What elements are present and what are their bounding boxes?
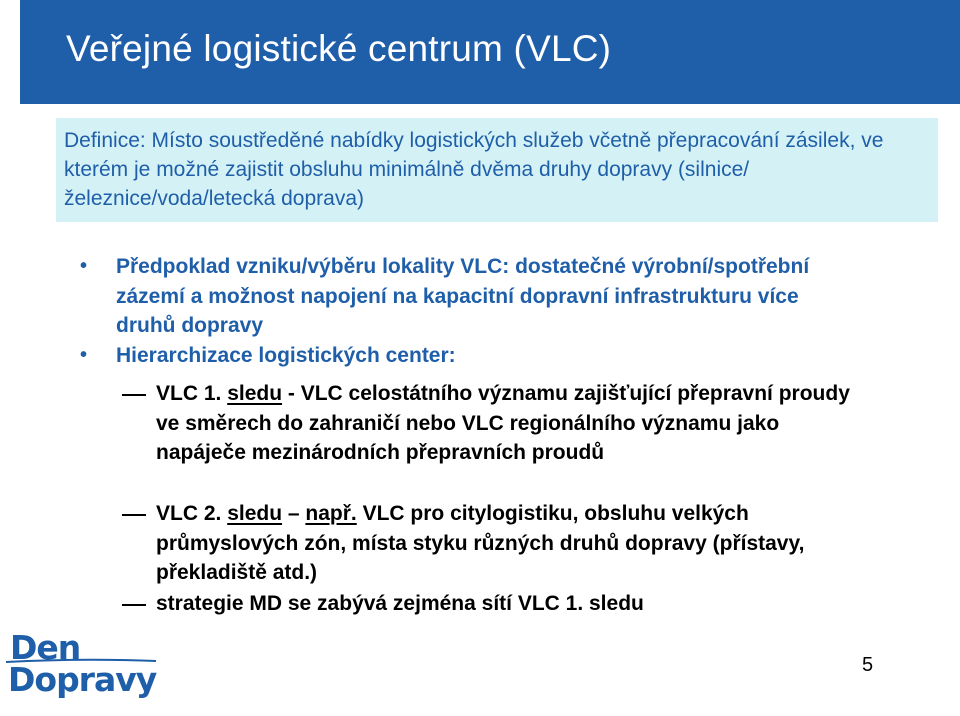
bullet-dot-icon: •	[80, 255, 88, 277]
sub-bullet-text: strategie MD se zabývá zejména sítí VLC 1. sledu	[156, 592, 644, 615]
dash-icon	[122, 604, 146, 606]
den-dopravy-logo	[6, 630, 156, 700]
logo-word-den: Den	[10, 628, 81, 667]
slide-title: Veřejné logistické centrum (VLC)	[66, 28, 612, 69]
underlined-term: sledu	[227, 502, 283, 525]
sub-bullet-rest: VLC pro citylogistiku, obsluhu velkých průmyslových zón, místa styku různých druhů dopravy (přístavy, překladiště atd.)	[156, 502, 805, 584]
definition-label: Definice:	[64, 129, 146, 152]
sub-bullet-text	[156, 379, 856, 468]
sub-bullet-rest: - VLC celostátního významu zajišťující přepravní proudy ve směrech do zahraničí nebo VLC regionálního významu jako napáječe mezinárodních přepravních proudů	[156, 382, 850, 464]
bullet-dot-icon: •	[80, 344, 88, 366]
bullet-text: Hierarchizace logistických center:	[116, 344, 456, 367]
logo-word-dopravy: Dopravy	[8, 660, 157, 699]
dash-icon	[122, 394, 146, 396]
dash-icon	[122, 514, 146, 516]
definition-text: Místo soustředěné nabídky logistických služeb včetně přepracování zásilek, ve kterém je možné zajistit obsluhu minimálně dvěma druhy dopravy (silnice/železnice/voda/letecká doprava)	[64, 129, 884, 210]
sub-bullet-text	[156, 499, 856, 588]
sub-bullet-prefix: VLC 1.	[156, 382, 228, 405]
underlined-term: např.	[305, 502, 357, 525]
bullet-text: Předpoklad vzniku/výběru lokality VLC: dostatečné výrobní/spotřební zázemí a možnost napojení na kapacitní dopravní infrastrukturu více druhů dopravy	[116, 255, 810, 337]
definition-box	[56, 118, 938, 222]
page-number: 5	[862, 654, 874, 676]
underlined-term: sledu	[227, 382, 283, 405]
title-bar	[20, 0, 960, 104]
sub-bullet-prefix: VLC 2.	[156, 502, 228, 525]
sub-bullet-middle: –	[282, 502, 306, 525]
definition-paragraph	[64, 126, 924, 213]
